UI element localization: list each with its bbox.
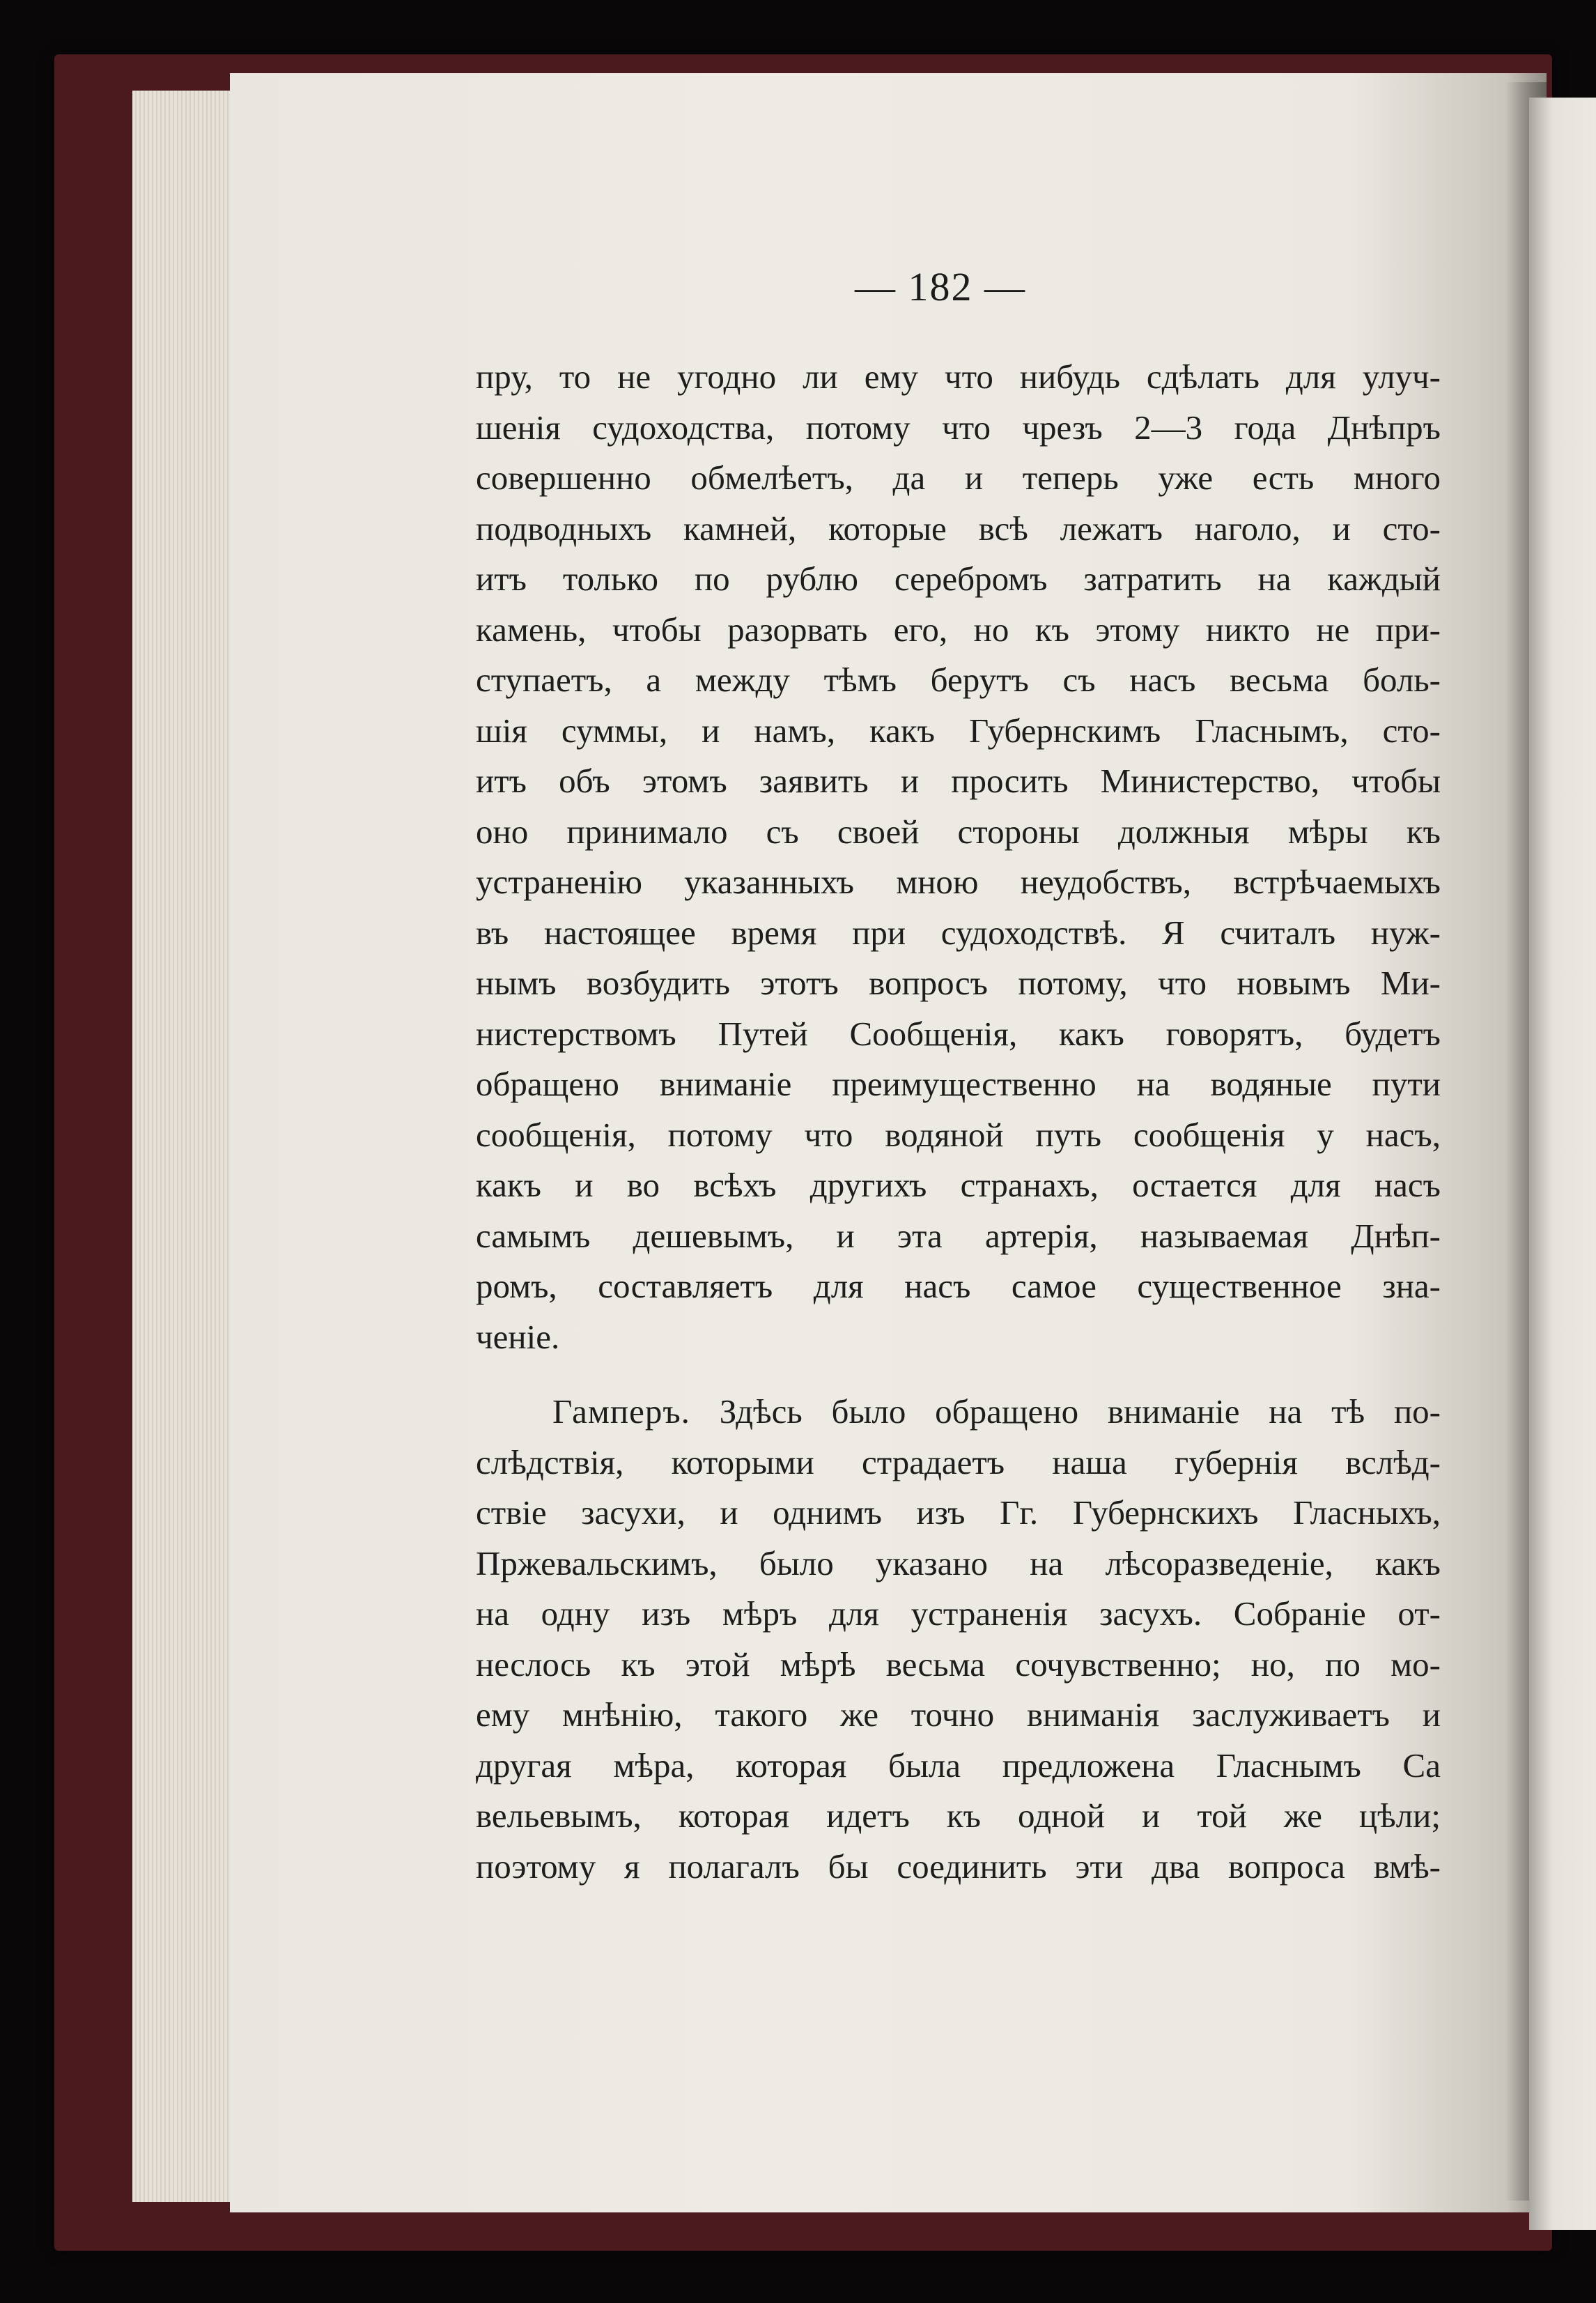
text-line: камень, чтобы разорвать его, но къ этому никто не при- <box>476 610 1441 649</box>
page-number: — 182 — <box>855 264 1026 309</box>
paragraph <box>476 352 1441 1362</box>
text-line: вельевымъ, которая идетъ къ одной и той же цѣли; <box>476 1796 1441 1835</box>
text-line: пру, то не угодно ли ему что нибудь сдѣлать для улуч- <box>476 357 1441 396</box>
text-line: нымъ возбудить этотъ вопросъ потому, что новымъ Ми- <box>476 964 1441 1002</box>
text-line: поэтому я полагалъ бы соединить эти два вопроса вмѣ- <box>476 1847 1441 1886</box>
text-line: подводныхъ камней, которые всѣ лежатъ наголо, и сто- <box>476 509 1441 548</box>
text-line: итъ только по рублю серебромъ затратить на каждый <box>476 560 1441 598</box>
text-line: устраненію указанныхъ мною неудобствъ, встрѣчаемыхъ <box>476 863 1441 901</box>
text-line: на одну изъ мѣръ для устраненія засухъ. Собраніе от- <box>476 1594 1441 1633</box>
text-line: ченіе. <box>476 1317 560 1356</box>
text-line: нистерствомъ Путей Сообщенія, какъ говорятъ, будетъ <box>476 1014 1441 1053</box>
text-line: ствіе засухи, и однимъ изъ Гг. Губернскихъ Гласныхъ, <box>476 1493 1441 1532</box>
text-line: обращено вниманіе преимущественно на водяные пути <box>476 1065 1441 1103</box>
text-line: самымъ дешевымъ, и эта артерія, называемая Днѣп- <box>476 1216 1441 1255</box>
text-line: ромъ, составляетъ для насъ самое существенное зна- <box>476 1267 1441 1305</box>
text-line <box>476 1387 1441 1438</box>
text-block <box>476 352 1441 1892</box>
speaker-name: Гамперъ. <box>552 1392 690 1431</box>
facing-page-edge <box>1529 98 1596 2230</box>
text-line: сообщенія, потому что водяной путь сообщенія у насъ, <box>476 1115 1441 1154</box>
text-line: ему мнѣнію, такого же точно вниманія заслуживаетъ и <box>476 1695 1441 1734</box>
text-line: итъ объ этомъ заявить и просить Министерство, чтобы <box>476 762 1441 800</box>
text-line: ступаетъ, а между тѣмъ берутъ съ насъ весьма боль- <box>476 661 1441 699</box>
paragraph <box>476 1387 1441 1892</box>
text-line: оно принимало съ своей стороны должныя мѣры къ <box>476 812 1441 851</box>
text-line: шія суммы, и намъ, какъ Губернскимъ Гласнымъ, сто- <box>476 711 1441 750</box>
text-line: Пржевальскимъ, было указано на лѣсоразведеніе, какъ <box>476 1543 1441 1582</box>
text-line: совершенно обмелѣетъ, да и теперь уже есть много <box>476 459 1441 497</box>
speech-text: Здѣсь было обращено вниманіе на тѣ по- <box>719 1392 1441 1431</box>
text-line: слѣдствія, которыми страдаетъ наша губернія вслѣд- <box>476 1442 1441 1481</box>
text-line: другая мѣра, которая была предложена Гласнымъ Са <box>476 1746 1441 1785</box>
text-line: какъ и во всѣхъ другихъ странахъ, остается для насъ <box>476 1166 1441 1204</box>
paragraph-gap <box>476 1362 1441 1387</box>
text-line: въ настоящее время при судоходствѣ. Я считалъ нуж- <box>476 913 1441 952</box>
text-line: шенія судоходства, потому что чрезъ 2—3 года Днѣпръ <box>476 408 1441 447</box>
text-line: неслось къ этой мѣрѣ весьма сочувственно; но, по мо- <box>476 1645 1441 1684</box>
